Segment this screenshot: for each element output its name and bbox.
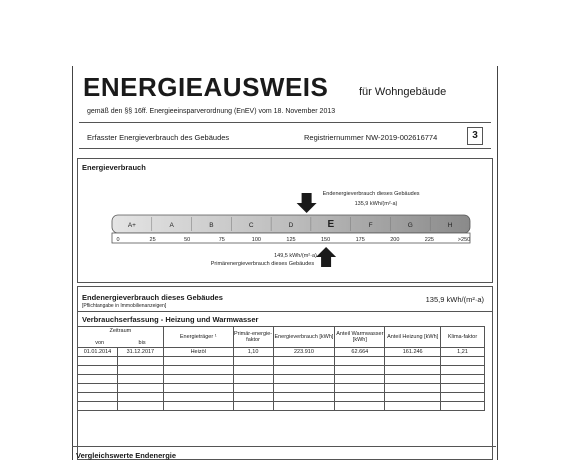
table-cell: [273, 375, 335, 384]
class-label-B: B: [209, 222, 214, 229]
header-primary-factor: Primär-energie-faktor: [233, 327, 273, 348]
cell-hot-water: 62.664: [335, 348, 385, 357]
table-cell: [335, 375, 385, 384]
table-cell: [273, 402, 335, 411]
divider: [79, 148, 491, 149]
table-cell: [441, 393, 485, 402]
header-climate-factor: Klima-faktor: [441, 327, 485, 348]
consumption-table: [77, 326, 485, 411]
header-hot-water: Anteil Warmwasser [kWh]: [335, 327, 385, 348]
legal-reference: gemäß den §§ 16ff. Energieeinsparverordnung (EnEV) vom 18. November 2013: [87, 108, 336, 115]
page-title: ENERGIEAUSWEIS: [83, 72, 329, 102]
table-cell: [117, 357, 163, 366]
class-label-G: G: [407, 222, 413, 229]
table-cell: [385, 357, 441, 366]
table-cell: [117, 402, 163, 411]
tick-label: 150: [321, 237, 331, 243]
class-label-D: D: [288, 222, 294, 229]
table-cell: [78, 375, 118, 384]
cell-heating: 161.246: [385, 348, 441, 357]
cell-carrier: Heizöl: [163, 348, 233, 357]
energy-scale: [78, 171, 492, 283]
table-cell: [163, 402, 233, 411]
table-cell: [385, 384, 441, 393]
table-row: [78, 357, 485, 366]
header-from: von: [95, 340, 105, 346]
header-heating: Anteil Heizung [kWh]: [385, 327, 441, 348]
table-cell: [273, 384, 335, 393]
table-cell: [163, 393, 233, 402]
table-cell: [233, 402, 273, 411]
summary-label: Endenergieverbrauch dieses Gebäudes: [82, 293, 223, 302]
table-cell: [441, 402, 485, 411]
cell-climate: 1,21: [441, 348, 485, 357]
divider: [72, 446, 496, 447]
tick-label: 0: [116, 237, 120, 243]
tick-label: 225: [424, 237, 434, 243]
table-cell: [335, 366, 385, 375]
table-cell: [441, 384, 485, 393]
table-cell: [441, 375, 485, 384]
tick-label: 175: [355, 237, 365, 243]
consumption-title: Energieverbrauch: [82, 163, 146, 172]
end-energy-value: 135,9 kWh/(m²·a): [354, 201, 398, 207]
table-cell: [78, 402, 118, 411]
divider: [79, 122, 491, 123]
header-period: [78, 327, 164, 348]
table-cell: [78, 357, 118, 366]
table-cell: [233, 384, 273, 393]
table-cell: [441, 366, 485, 375]
table-cell: [78, 384, 118, 393]
page-subtitle: für Wohngebäude: [359, 86, 447, 98]
tick-label: 25: [149, 237, 156, 243]
header-to: bis: [138, 340, 146, 346]
cell-factor: 1,10: [233, 348, 273, 357]
table-header-row: [78, 327, 485, 348]
tick-label: 75: [218, 237, 225, 243]
tick-label: 200: [390, 237, 400, 243]
header-consumption: Energieverbrauch [kWh]: [273, 327, 335, 348]
table-cell: [335, 402, 385, 411]
table-cell: [163, 357, 233, 366]
table-cell: [335, 357, 385, 366]
table-cell: [233, 375, 273, 384]
class-label-F: F: [368, 222, 373, 229]
class-label-H: H: [447, 222, 453, 229]
table-cell: [273, 366, 335, 375]
table-cell: [163, 384, 233, 393]
divider: [78, 311, 492, 312]
tick-label: 50: [184, 237, 191, 243]
table-cell: [117, 375, 163, 384]
tick-label: 125: [286, 237, 296, 243]
table-cell: [385, 366, 441, 375]
primary-energy-arrow: [316, 247, 336, 267]
table-title: Verbrauchserfassung - Heizung und Warmwasser: [82, 315, 259, 324]
class-label-E: E: [327, 219, 335, 230]
tick-label: >250: [457, 237, 471, 243]
cell-to: 31.12.2017: [117, 348, 163, 357]
table-cell: [163, 366, 233, 375]
cell-consumption: 223.910: [273, 348, 335, 357]
class-label-Aplus: A+: [127, 222, 136, 229]
table-cell: [335, 393, 385, 402]
table-cell: [233, 357, 273, 366]
class-label-C: C: [248, 222, 254, 229]
registration-number: Registriernummer NW-2019-002616774: [304, 133, 438, 142]
consumption-section: [77, 158, 493, 283]
table-row: [78, 402, 485, 411]
next-section-title: Vergleichswerte Endenergie: [76, 451, 177, 460]
table-cell: [385, 393, 441, 402]
header-energy-carrier: Energieträger ¹: [163, 327, 233, 348]
table-row: [78, 366, 485, 375]
page-number: 3: [467, 127, 483, 145]
table-cell: [78, 366, 118, 375]
section-label: Erfasster Energieverbrauch des Gebäudes: [87, 133, 230, 142]
table-cell: [117, 366, 163, 375]
primary-energy-value: 149,5 kWh/(m²·a): [274, 253, 317, 259]
table-cell: [117, 384, 163, 393]
primary-energy-label: Primärenergieverbrauch dieses Gebäudes: [210, 261, 315, 267]
table-cell: [78, 393, 118, 402]
table-row: [78, 375, 485, 384]
table-cell: [233, 393, 273, 402]
end-energy-arrow: [297, 193, 317, 213]
table-row: [78, 393, 485, 402]
table-cell: [273, 393, 335, 402]
table-cell: [117, 393, 163, 402]
table-cell: [385, 375, 441, 384]
header-period-label: Zeitraum: [109, 328, 132, 334]
cell-from: 01.01.2014: [78, 348, 118, 357]
table-cell: [273, 357, 335, 366]
certificate-page: [72, 66, 498, 460]
end-energy-label: Endenergieverbrauch dieses Gebäudes: [322, 191, 420, 197]
table-cell: [441, 357, 485, 366]
table-row: [78, 348, 485, 357]
summary-value: 135,9 kWh/(m²·a): [425, 295, 484, 304]
summary-sublabel: [Pflichtangabe in Immobilienanzeigen]: [82, 303, 167, 309]
table-cell: [385, 402, 441, 411]
table-cell: [233, 366, 273, 375]
table-cell: [163, 375, 233, 384]
table-row: [78, 384, 485, 393]
class-label-A: A: [169, 222, 174, 229]
table-cell: [335, 384, 385, 393]
tick-label: 100: [251, 237, 261, 243]
